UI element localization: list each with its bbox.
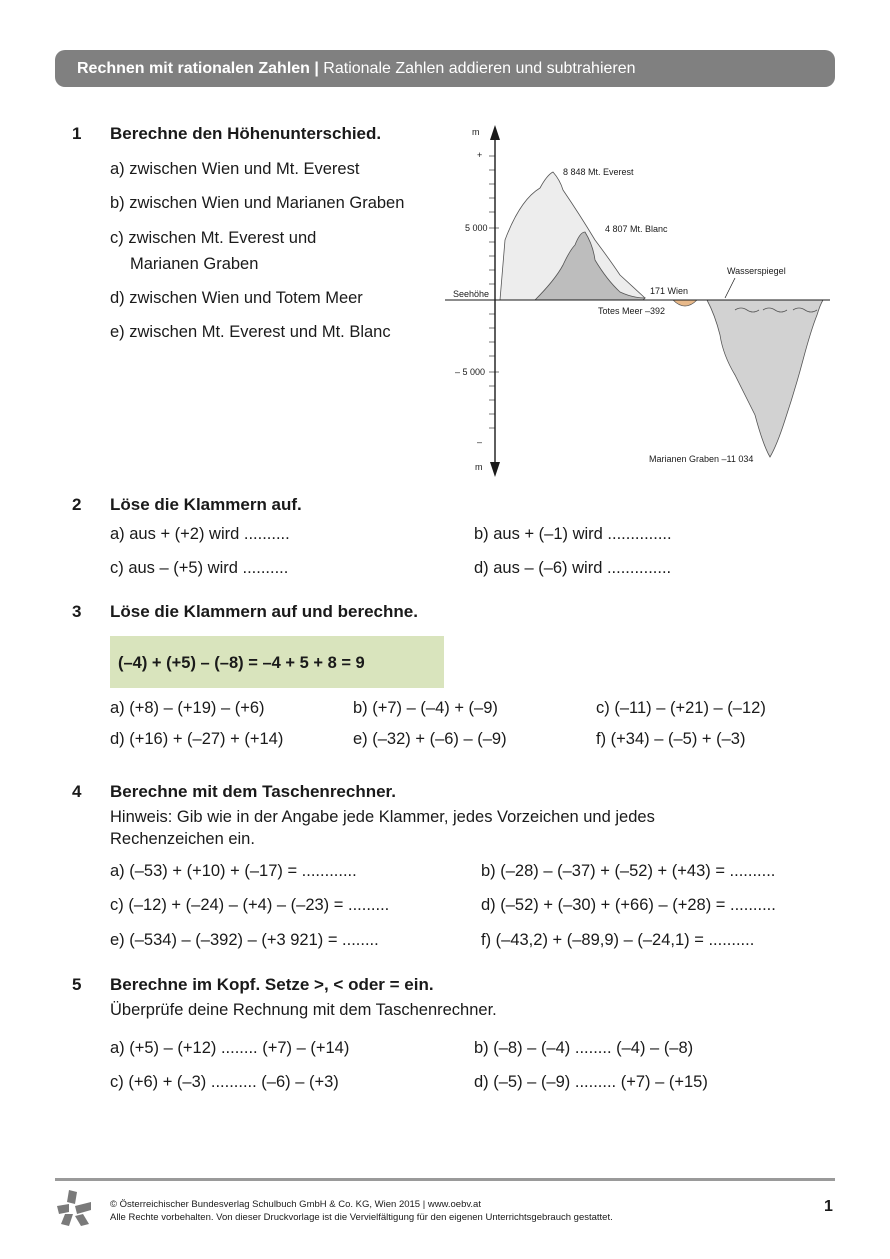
task2-b: b) aus + (–1) wird .............. [474, 525, 672, 543]
task3-b: b) (+7) – (–4) + (–9) [353, 699, 498, 717]
footer-line2: Alle Rechte vorbehalten. Von dieser Druckvorlage ist die Vervielfältigung für den eigenen Unterrichtsgebrauch gestattet. [110, 1212, 613, 1223]
axis-unit-bottom: m [475, 462, 483, 472]
footer-divider [55, 1178, 835, 1181]
header-bar [55, 50, 835, 87]
footer-copyright [110, 1198, 613, 1224]
task1-item-a: a) zwischen Wien und Mt. Everest [110, 160, 360, 178]
task4-hint-line2: Rechenzeichen ein. [110, 830, 255, 848]
tick-neg5000: – 5 000 [455, 367, 486, 377]
task2-title: Löse die Klammern auf. [110, 495, 302, 514]
footer-line1: © Österreichischer Bundesverlag Schulbuch GmbH & Co. KG, Wien 2015 | www.oebv.at [110, 1199, 481, 1210]
task3-f: f) (+34) – (–5) + (–3) [596, 730, 746, 748]
task3-d: d) (+16) + (–27) + (+14) [110, 730, 284, 748]
axis-minus: – [477, 437, 483, 447]
task3-a: a) (+8) – (+19) – (+6) [110, 699, 265, 717]
label-marianen: Marianen Graben –11 034 [649, 454, 754, 464]
task4-number: 4 [72, 782, 82, 801]
task5-subtitle: Überprüfe deine Rechnung mit dem Taschenrechner. [110, 1001, 497, 1019]
axis-plus: + [477, 150, 483, 160]
axis-unit-top: m [472, 127, 480, 137]
task5-d: d) (–5) – (–9) ......... (+7) – (+15) [474, 1073, 708, 1091]
task5-title: Berechne im Kopf. Setze >, < oder = ein. [110, 975, 434, 994]
task3-c: c) (–11) – (+21) – (–12) [596, 699, 766, 717]
tick-5000: 5 000 [465, 223, 488, 233]
label-blanc: 4 807 Mt. Blanc [605, 224, 668, 234]
task4-f: f) (–43,2) + (–89,9) – (–24,1) = .......... [481, 931, 755, 949]
label-everest: 8 848 Mt. Everest [563, 167, 634, 177]
task3-e: e) (–32) + (–6) – (–9) [353, 730, 507, 748]
dead-sea-shape [673, 300, 697, 306]
header-bold: Rechnen mit rationalen Zahlen | [77, 60, 319, 77]
header-subtitle: Rationale Zahlen addieren und subtrahieren [318, 60, 636, 77]
task1-item-c-cont: Marianen Graben [130, 255, 259, 273]
task5-number: 5 [72, 975, 82, 994]
task5-c: c) (+6) + (–3) .......... (–6) – (+3) [110, 1073, 339, 1091]
page-number: 1 [824, 1198, 833, 1215]
task1-item-e: e) zwischen Mt. Everest und Mt. Blanc [110, 323, 391, 341]
task4-hint-line1: Hinweis: Gib wie in der Angabe jede Klammer, jedes Vorzeichen und jedes [110, 808, 655, 826]
task2-c: c) aus – (+5) wird .......... [110, 559, 289, 577]
marianen-shape [707, 300, 823, 457]
sea-level-label: Seehöhe [453, 289, 490, 299]
task4-title: Berechne mit dem Taschenrechner. [110, 782, 396, 801]
task2-d: d) aus – (–6) wird .............. [474, 559, 672, 577]
task1-title: Berechne den Höhenunterschied. [110, 124, 382, 143]
task4-b: b) (–28) – (–37) + (–52) + (+43) = .......... [481, 862, 776, 880]
label-dead-sea: Totes Meer –392 [598, 306, 666, 316]
task2-number: 2 [72, 495, 82, 514]
task1-item-b: b) zwischen Wien und Marianen Graben [110, 194, 405, 212]
task4-c: c) (–12) + (–24) – (+4) – (–23) = ......... [110, 896, 390, 914]
task3-number: 3 [72, 602, 82, 621]
task5-a: a) (+5) – (+12) ........ (+7) – (+14) [110, 1039, 350, 1057]
task5-b: b) (–8) – (–4) ........ (–4) – (–8) [474, 1039, 694, 1057]
elevation-chart [445, 120, 840, 485]
task2-a: a) aus + (+2) wird .......... [110, 525, 290, 543]
task4-e: e) (–534) – (–392) – (+3 921) = ........ [110, 931, 379, 949]
label-wien: 171 Wien [650, 286, 689, 296]
task1-item-d: d) zwischen Wien und Totem Meer [110, 289, 363, 307]
task1-item-c: c) zwischen Mt. Everest und [110, 229, 317, 247]
label-water: Wasserspiegel [727, 266, 786, 276]
task4-d: d) (–52) + (–30) + (+66) – (+28) = .......... [481, 896, 776, 914]
publisher-logo-icon [55, 1188, 93, 1228]
example-text: (–4) + (+5) – (–8) = –4 + 5 + 8 = 9 [118, 654, 365, 672]
task4-a: a) (–53) + (+10) + (–17) = ............ [110, 862, 357, 880]
task1-number: 1 [72, 124, 82, 143]
task3-title: Löse die Klammern auf und berechne. [110, 602, 418, 621]
